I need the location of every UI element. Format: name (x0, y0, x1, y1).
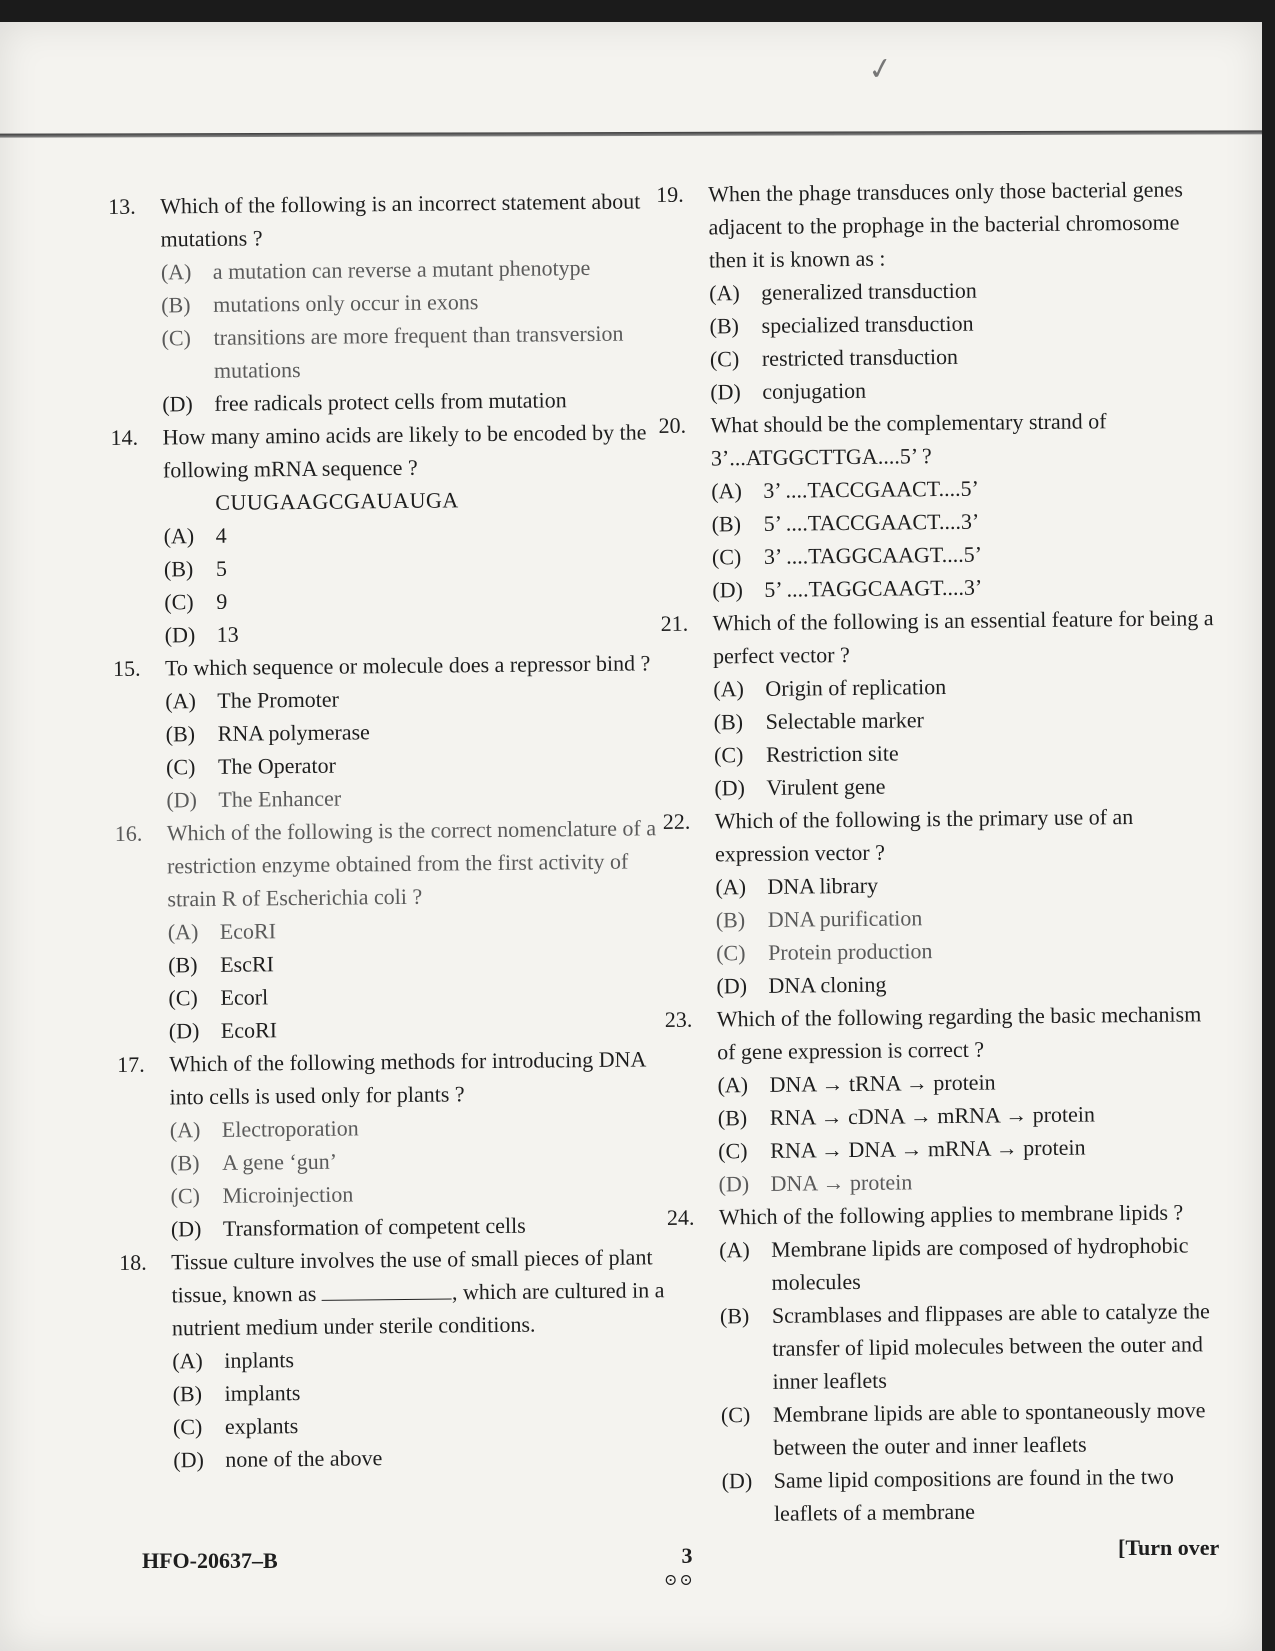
option (720, 1294, 1229, 1398)
question-number: 20. (658, 412, 687, 438)
option-text: 9 (216, 588, 228, 614)
option-letter: (B) (170, 1150, 200, 1176)
left-column (108, 184, 681, 1477)
option (712, 568, 1220, 606)
option-letter: (A) (713, 676, 745, 702)
option-letter: (C) (168, 985, 198, 1011)
question-text: To which sequence or molecule does a repressor bind ? (164, 650, 651, 681)
option-text: EcoRI (220, 1017, 278, 1043)
option-text: explants (224, 1413, 299, 1439)
option (716, 898, 1224, 936)
option-text: a mutation can reverse a mutant phenotype (212, 254, 591, 284)
option-letter: (A) (167, 919, 199, 945)
option (166, 712, 674, 750)
option-letter: (C) (164, 589, 194, 615)
question-number: 19. (656, 181, 684, 207)
option (714, 733, 1222, 771)
option-letter: (C) (711, 544, 742, 570)
option-letter: (B) (717, 1105, 748, 1131)
option-letter: (C) (718, 1138, 748, 1164)
question-text: Which of the following is an essential feature for being a perfect vector ? (712, 605, 1214, 669)
fill-in-blank (322, 1278, 452, 1300)
option-letter: (A) (160, 259, 192, 285)
option-letter: (B) (709, 313, 740, 339)
question-text: What should be the complementary strand of 3’...ATGGCTTGA....5’ ? (710, 408, 1107, 471)
option-text: 5’ ....TAGGCAAGT....3’ (764, 574, 983, 602)
question-number: 24. (666, 1204, 695, 1230)
option-letter: (D) (173, 1447, 204, 1473)
option (709, 271, 1217, 309)
option (171, 1207, 679, 1245)
option-text: 3’ ....TACCGAACT....5’ (763, 475, 979, 503)
tick-mark-icon: ✓ (865, 51, 896, 88)
option (166, 745, 674, 783)
page-dots-icon: ⊙⊙ (664, 1572, 695, 1589)
option-text: Membrane lipids are able to spontaneously move between the outer and inner leaflets (772, 1397, 1206, 1460)
option-text: Membrane lipids are composed of hydrophobic molecules (771, 1232, 1189, 1295)
option-letter: (C) (713, 742, 744, 768)
option-letter: (C) (165, 754, 196, 780)
option-text: transitions are more frequent than transversion mutations (213, 320, 624, 383)
option-text: mutations only occur in exons (213, 289, 479, 317)
option (718, 1129, 1226, 1167)
question-number: 17. (117, 1051, 145, 1077)
option-text: Scramblases and flippases are able to catalyze the transfer of lipid molecules between the outer and inner leaflets (771, 1298, 1211, 1394)
option-text: inplants (224, 1347, 295, 1373)
option-letter: (D) (164, 622, 196, 648)
option-text: A gene ‘gun’ (222, 1148, 338, 1175)
option-letter: (B) (715, 907, 746, 933)
right-column (656, 172, 1230, 1531)
option (161, 283, 669, 321)
question-22 (663, 799, 1225, 1003)
option (173, 1438, 681, 1476)
question-21 (660, 601, 1222, 805)
option-text: Microinjection (222, 1181, 354, 1208)
option (172, 1372, 680, 1410)
option-text: DNA cloning (768, 971, 887, 998)
question-text: Which of the following applies to membrane lipids ? (718, 1199, 1184, 1230)
option (164, 613, 672, 651)
option (161, 250, 669, 288)
question-text-before: Tissue culture involves the use of small pieces of plant tissue, known as (171, 1244, 653, 1308)
question-17 (117, 1042, 679, 1246)
option-letter: (B) (161, 292, 191, 318)
option (716, 964, 1224, 1002)
option-letter: (B) (713, 709, 744, 735)
option-letter: (D) (716, 973, 748, 999)
option-text: DNA library (767, 872, 879, 899)
option-text: Selectable marker (765, 707, 925, 734)
option-letter: (A) (165, 688, 197, 714)
question-24 (667, 1195, 1230, 1531)
option-letter: (D) (166, 787, 198, 813)
turn-over-label: [Turn over (1118, 1535, 1220, 1560)
option-letter: (B) (719, 1303, 750, 1329)
option-text: DNA purification (767, 905, 923, 932)
option (718, 1162, 1226, 1200)
option (161, 316, 670, 387)
option-text: free radicals protect cells from mutation (214, 387, 567, 416)
option (164, 547, 672, 585)
question-number: 18. (119, 1249, 147, 1275)
option (713, 667, 1221, 705)
option (172, 1339, 680, 1377)
option (169, 1009, 677, 1047)
option (162, 382, 670, 420)
question-16 (115, 811, 677, 1048)
option-letter: (D) (710, 379, 741, 405)
option-letter: (B) (711, 511, 742, 537)
option-letter: (D) (170, 1216, 202, 1242)
option-text: Origin of replication (765, 673, 947, 701)
question-text (171, 1240, 680, 1344)
option-letter: (B) (172, 1381, 203, 1407)
option-letter: (B) (167, 952, 198, 978)
option-text: Restriction site (765, 740, 899, 767)
option-text: The Promoter (217, 686, 340, 713)
option (715, 865, 1223, 903)
option-text: RNA → DNA → mRNA → protein (770, 1134, 1086, 1163)
option-text: 5 (215, 555, 228, 581)
option (170, 1108, 678, 1146)
option (173, 1405, 681, 1443)
option (714, 700, 1222, 738)
option (164, 580, 672, 618)
option-text: conjugation (762, 377, 867, 404)
option-letter: (D) (712, 577, 743, 603)
option-text: DNA → tRNA → protein (769, 1069, 996, 1097)
option (718, 1096, 1226, 1134)
option (711, 469, 1219, 507)
option-text: Electroporation (221, 1115, 359, 1142)
option-letter: (A) (719, 1237, 750, 1263)
question-14 (110, 415, 672, 652)
option-text: The Enhancer (218, 785, 342, 812)
question-number: 14. (110, 424, 139, 450)
question-text: How many amino acids are likely to be encoded by the following mRNA sequence ? (162, 419, 647, 483)
question-text: Which of the following is the correct nomenclature of a restriction enzyme obtained from the first activity of strain R of Escherichia coli ? (166, 815, 657, 912)
option (721, 1459, 1230, 1530)
option (168, 943, 676, 981)
option-text: Same lipid compositions are found in the two leaflets of a membrane (773, 1463, 1174, 1526)
option-letter: (D) (168, 1018, 200, 1044)
option-letter: (B) (165, 721, 196, 747)
mrna-sequence: CUUGAAGCGAUAUGA (215, 487, 459, 515)
option (168, 976, 676, 1014)
option-letter: (D) (718, 1171, 750, 1197)
option-letter: (C) (161, 325, 192, 351)
option-text: Virulent gene (766, 773, 886, 800)
option (168, 910, 676, 948)
option (709, 304, 1217, 342)
option-letter: (D) (714, 775, 746, 801)
option (719, 1228, 1228, 1299)
option-text: generalized transduction (761, 277, 977, 305)
question-text: Which of the following is an incorrect statement about mutations ? (160, 188, 641, 252)
question-number: 15. (112, 655, 141, 681)
option (170, 1174, 678, 1212)
paper-code: HFO-20637–B (142, 1548, 278, 1573)
scan-edge-line (0, 130, 1262, 137)
option (710, 337, 1218, 375)
option-letter: (A) (711, 478, 742, 504)
option (716, 931, 1224, 969)
option-letter: (C) (709, 346, 740, 372)
question-number: 16. (114, 820, 143, 846)
option-letter: (D) (721, 1468, 753, 1494)
question-18 (119, 1240, 681, 1477)
question-23 (665, 997, 1227, 1201)
option-letter: (A) (169, 1117, 201, 1143)
question-text: Which of the following is the primary use of an expression vector ? (714, 804, 1134, 867)
option-letter: (C) (715, 940, 746, 966)
option-text: 13 (216, 621, 239, 647)
option (170, 1141, 678, 1179)
option-letter: (A) (709, 280, 740, 306)
option-text: Protein production (767, 938, 933, 965)
option-text: 4 (215, 522, 227, 548)
option-text: RNA polymerase (217, 719, 370, 746)
option-letter: (A) (715, 874, 747, 900)
option-text: EscRI (219, 951, 275, 977)
option-text: Ecorl (220, 984, 269, 1010)
option-letter: (A) (163, 523, 195, 549)
question-number: 13. (108, 193, 136, 219)
question-text: Which of the following methods for introducing DNA into cells is used only for plants ? (169, 1046, 646, 1110)
option (721, 1393, 1230, 1464)
question-text: Which of the following regarding the basic mechanism of gene expression is correct ? (716, 1001, 1202, 1065)
option-text: Transformation of competent cells (222, 1212, 526, 1241)
question-number: 21. (660, 610, 689, 636)
option-text: EcoRI (219, 918, 277, 944)
option-letter: (C) (170, 1183, 200, 1209)
option-letter: (A) (172, 1348, 203, 1374)
question-13 (108, 184, 670, 421)
question-number: 22. (662, 808, 691, 834)
option (711, 502, 1219, 540)
option-letter: (C) (172, 1414, 203, 1440)
option-text: implants (224, 1380, 301, 1406)
question-20 (658, 403, 1220, 607)
option-letter: (B) (163, 556, 194, 582)
option-text: 5’ ....TACCGAACT....3’ (763, 508, 980, 536)
question-15 (113, 646, 675, 817)
option-text: none of the above (225, 1445, 383, 1472)
option-text: The Operator (217, 752, 337, 779)
question-text: When the phage transduces only those bacterial genes adjacent to the prophage in the bacterial chromosome then it is known as : (708, 176, 1183, 273)
question-19 (656, 172, 1218, 409)
option-letter: (D) (162, 391, 193, 417)
page-number: 3 (681, 1543, 693, 1568)
option (165, 679, 673, 717)
option (166, 778, 674, 816)
question-text-after: , which are cultured in a nutrient medium under sterile conditions. (171, 1277, 665, 1341)
option-text: RNA → cDNA → mRNA → protein (769, 1101, 1096, 1130)
option-letter: (C) (720, 1402, 751, 1428)
option (710, 370, 1218, 408)
question-number: 23. (664, 1006, 693, 1032)
option (163, 514, 671, 552)
option-text: restricted transduction (761, 343, 959, 371)
option-text: specialized transduction (761, 310, 974, 338)
option-letter: (A) (717, 1072, 749, 1098)
option (717, 1063, 1225, 1101)
option-text: 3’ ....TAGGCAAGT....5’ (763, 541, 983, 569)
option (712, 535, 1220, 573)
option (714, 766, 1222, 804)
option-text: DNA → protein (770, 1169, 913, 1196)
